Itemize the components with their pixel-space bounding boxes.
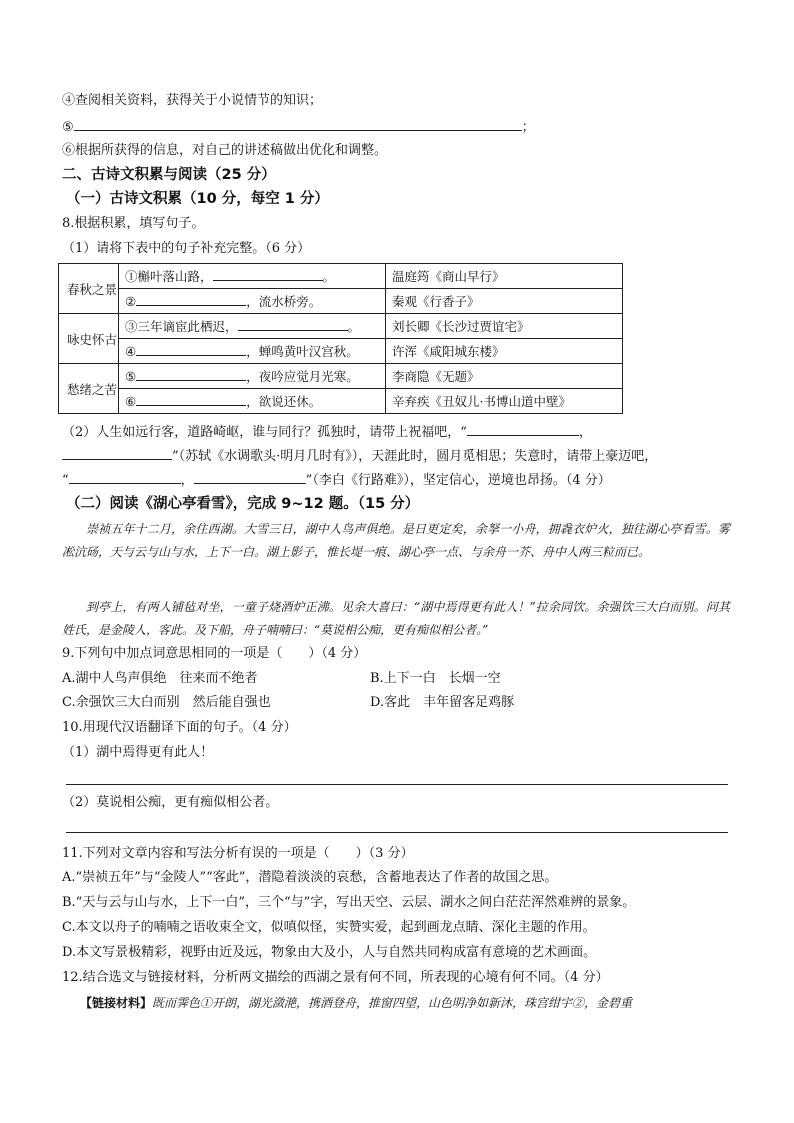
- answer-blank[interactable]: [136, 367, 246, 381]
- table-row: [59, 314, 623, 339]
- q10-answer-line-1[interactable]: [66, 784, 728, 785]
- table-row: [59, 264, 623, 289]
- link-material-label: 【链接材料】: [80, 996, 153, 1010]
- q8-stem: 8.根据积累，填写句子。: [62, 216, 205, 231]
- link-material-text: 既而霁色①开朗，湖光潋滟，携酒登舟，推窗四望，山色明净如新沐，珠宫绀宇②，金碧重: [152, 996, 633, 1010]
- answer-blank[interactable]: [194, 470, 306, 484]
- q11-option-c[interactable]: C.本文以舟子的喃喃之语收束全文，似嗔似怪，实赞实爱，起到画龙点睛、深化主题的作用。: [62, 920, 596, 935]
- q10-answer-line-2[interactable]: [66, 832, 728, 833]
- question-cell: ② ，流水桥旁。: [119, 289, 386, 314]
- q7-item-6: ⑥根据所获得的信息，对自己的讲述稿做出优化和调整。: [62, 143, 388, 158]
- source-cell: 刘长卿《长沙过贾谊宅》: [386, 314, 623, 339]
- answer-blank[interactable]: [213, 267, 323, 281]
- question-cell: ④ ，蝉鸣黄叶汉宫秋。: [119, 339, 386, 364]
- q8-sub2-line2: ”（苏轼《水调歌头·明月几时有》），天涯此时，圆月觅相思；失意时，请带上豪迈吧，: [62, 446, 657, 466]
- section-2-title: 二、古诗文积累与阅读（25 分）: [62, 167, 276, 183]
- answer-blank[interactable]: [238, 317, 348, 331]
- question-cell: ③三年谪宦此栖迟， 。: [119, 314, 386, 339]
- table-row: [59, 289, 623, 314]
- answer-blank[interactable]: [467, 422, 579, 436]
- answer-blank[interactable]: [136, 292, 246, 306]
- q8-sub2-line3: “ ， ”（李白《行路难》），坚定信心，逆境也昂扬。（4 分）: [62, 470, 611, 490]
- q11-option-b[interactable]: B.“天与云与山与水，上下一白”，三个“与”字，写出天空、云层、湖水之间白茫茫浑然难辨的景象。: [62, 895, 636, 910]
- part-1-title: （一）古诗文积累（10 分，每空 1 分）: [66, 191, 329, 207]
- table-row: [59, 339, 623, 364]
- source-cell: 辛弃疾《丑奴儿·书博山道中壁》: [386, 389, 623, 414]
- table-row: [59, 364, 623, 389]
- question-cell: ⑥ ，欲说还休。: [119, 389, 386, 414]
- question-cell: ⑤ ，夜吟应觉月光寒。: [119, 364, 386, 389]
- q9-option-d[interactable]: D.客此 丰年留客足鸡豚: [370, 695, 515, 710]
- q12-link-material: [80, 994, 632, 1012]
- q8-sub1: （1）请将下表中的句子补充完整。（6 分）: [62, 241, 311, 256]
- q7-item-5-number: ⑤: [62, 120, 74, 135]
- passage-paragraph-1: 崇祯五年十二月，余住西湖。大雪三日，湖中人鸟声俱绝。是日更定矣，余拏一小舟，拥毳衣炉火，独往湖心亭看雪。雾凇沆砀，天与云与山与水，上下一白。湖上影子，惟长堤一痕、湖心亭一点、与余舟一芥、舟中人两三粒而已。: [62, 522, 730, 559]
- answer-blank[interactable]: [136, 392, 246, 406]
- q7-item-4: ④查阅相关资料，获得关于小说情节的知识；: [62, 93, 323, 108]
- q10-sentence-2: （2）莫说相公痴，更有痴似相公者。: [62, 795, 279, 810]
- q9-option-b[interactable]: B.上下一白 长烟一空: [370, 671, 501, 686]
- q11-stem: 11.下列对文章内容和写法分析有误的一项是（ ）（3 分）: [62, 846, 414, 861]
- category-cell: 春秋之景: [59, 264, 119, 314]
- answer-blank[interactable]: [69, 470, 181, 484]
- source-cell: 温庭筠《商山早行》: [386, 264, 623, 289]
- q9-option-c[interactable]: C.余强饮三大白而别 然后能自强也: [62, 695, 271, 710]
- answer-blank[interactable]: [62, 446, 172, 460]
- passage-paragraph-2: 到亭上，有两人铺毡对坐，一童子烧酒炉正沸。见余大喜曰：“湖中焉得更有此人！”拉余同饮。余强饮三大白而别。问其姓氏，是金陵人，客此。及下船，舟子喃喃曰：“莫说相公痴，更有痴似相公者。”: [62, 600, 730, 637]
- table-row: [59, 389, 623, 414]
- q7-item-5-blank[interactable]: [74, 117, 522, 131]
- q11-option-a[interactable]: A.“崇祯五年”与“金陵人”“客此”，潜隐着淡淡的哀愁，含蓄地表达了作者的故国之思。: [62, 870, 558, 885]
- q9-stem: 9.下列句中加点词意思相同的一项是（ ）（4 分）: [62, 646, 367, 661]
- q10-stem: 10.用现代汉语翻译下面的句子。（4 分）: [62, 720, 297, 735]
- source-cell: 许浑《咸阳城东楼》: [386, 339, 623, 364]
- category-cell: 咏史怀古: [59, 314, 119, 364]
- answer-blank[interactable]: [136, 342, 246, 356]
- q7-item-5-end: ；: [521, 120, 535, 135]
- source-cell: 李商隐《无题》: [386, 364, 623, 389]
- q9-option-a[interactable]: A.湖中人鸟声俱绝 往来而不绝者: [62, 671, 258, 686]
- q8-sub2-line1: （2）人生如远行客，道路崎岖，谁与同行？孤独时，请带上祝福吧，“ ，: [62, 422, 592, 442]
- q12-stem: 12.结合选文与链接材料，分析两文描绘的西湖之景有何不同，所表现的心境有何不同。（4 分）: [62, 970, 609, 985]
- q10-sentence-1: （1）湖中焉得更有此人！: [62, 745, 214, 760]
- question-cell: ①槲叶落山路， 。: [119, 264, 386, 289]
- q11-option-d[interactable]: D.本文写景极精彩，视野由近及远，物象由大及小，人与自然共同构成富有意境的艺术画面。: [62, 945, 597, 960]
- part-2-title: （二）阅读《湖心亭看雪》，完成 9~12 题。（15 分）: [66, 496, 420, 512]
- category-cell: 愁绪之苦: [59, 364, 119, 414]
- source-cell: 秦观《行香子》: [386, 289, 623, 314]
- poem-table: [58, 263, 623, 414]
- q7-item-5: [62, 117, 535, 137]
